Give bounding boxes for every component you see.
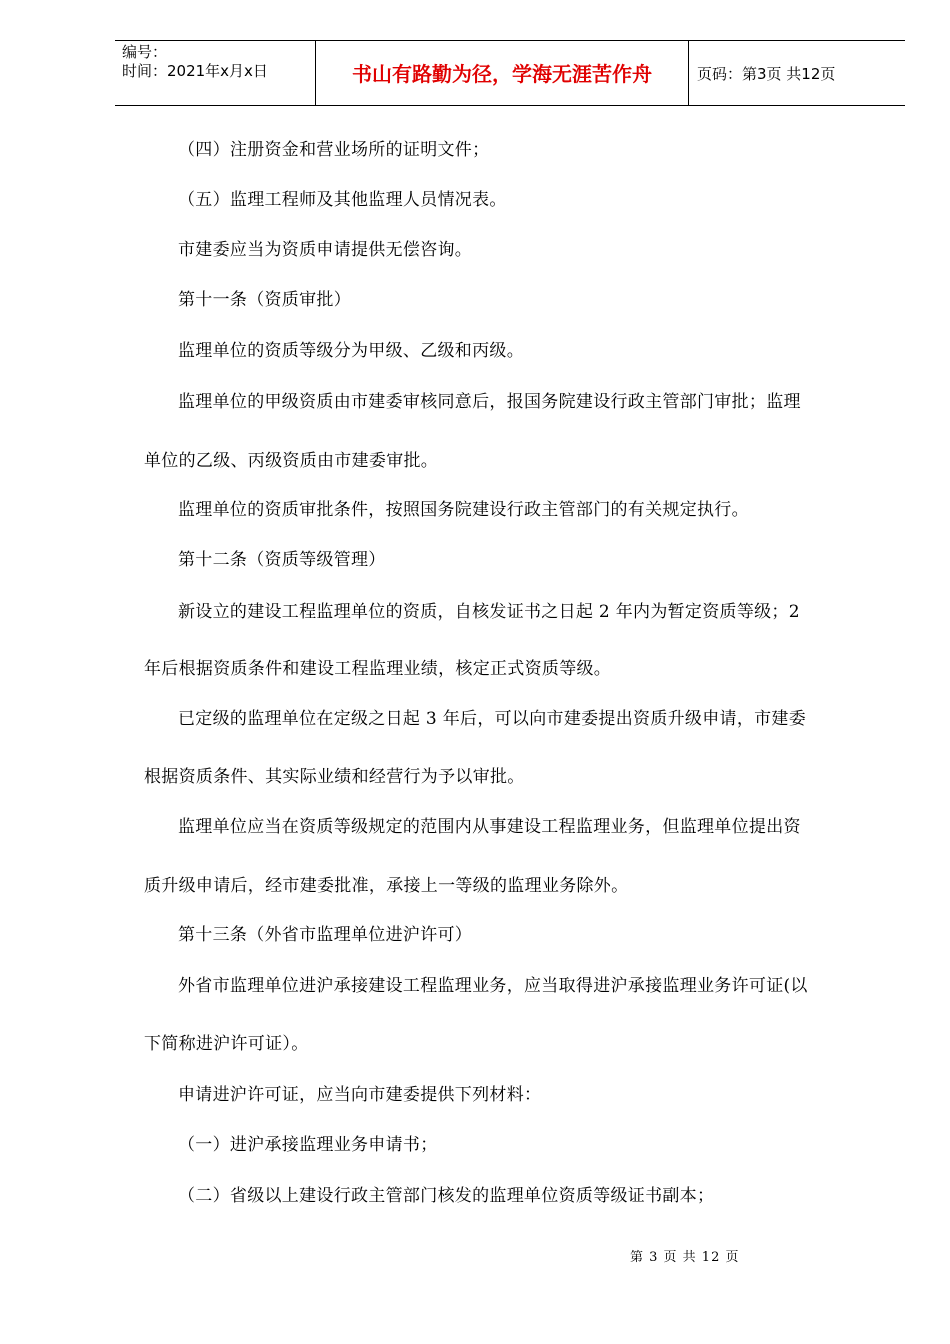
- body-line: （五）监理工程师及其他监理人员情况表。: [178, 190, 507, 210]
- body-line: 市建委应当为资质申请提供无偿咨询。: [178, 240, 473, 260]
- body-line: 新设立的建设工程监理单位的资质，自核发证书之日起 2 年内为暂定资质等级；2: [178, 602, 800, 622]
- code-label: 编号：: [122, 43, 168, 61]
- body-line: 质升级申请后，经市建委批准，承接上一等级的监理业务除外。: [144, 876, 629, 896]
- body-line: 外省市监理单位进沪承接建设工程监理业务，应当取得进沪承接监理业务许可证(以: [178, 976, 808, 996]
- page-footer: 第 3 页 共 12 页: [630, 1250, 740, 1265]
- body-line: （四）注册资金和营业场所的证明文件；: [178, 140, 490, 160]
- body-line: （一）进沪承接监理业务申请书；: [178, 1135, 438, 1155]
- time-label: 时间：2021年x月x日: [122, 62, 268, 80]
- page-header: [115, 40, 905, 106]
- body-line: 单位的乙级、丙级资质由市建委审批。: [144, 451, 439, 471]
- header-motto: 书山有路勤为径，学海无涯苦作舟: [316, 41, 689, 105]
- header-info-cell: [115, 41, 316, 105]
- section-heading: 第十二条（资质等级管理）: [178, 550, 386, 570]
- body-line: 监理单位的甲级资质由市建委审核同意后，报国务院建设行政主管部门审批；监理: [178, 392, 801, 412]
- section-heading: 第十三条（外省市监理单位进沪许可）: [178, 925, 473, 945]
- body-line: （二）省级以上建设行政主管部门核发的监理单位资质等级证书副本；: [178, 1186, 715, 1206]
- body-line: 监理单位的资质等级分为甲级、乙级和丙级。: [178, 341, 524, 361]
- body-line: 监理单位的资质审批条件，按照国务院建设行政主管部门的有关规定执行。: [178, 500, 749, 520]
- body-line: 申请进沪许可证，应当向市建委提供下列材料：: [178, 1085, 542, 1105]
- body-line: 下简称进沪许可证）。: [144, 1034, 309, 1054]
- body-line: 已定级的监理单位在定级之日起 3 年后，可以向市建委提出资质升级申请，市建委: [178, 709, 807, 729]
- header-page-number: 页码：第3页 共12页: [697, 65, 836, 83]
- section-heading: 第十一条（资质审批）: [178, 290, 351, 310]
- body-line: 年后根据资质条件和建设工程监理业绩，核定正式资质等级。: [144, 659, 612, 679]
- body-line: 监理单位应当在资质等级规定的范围内从事建设工程监理业务，但监理单位提出资: [178, 817, 801, 837]
- body-line: 根据资质条件、其实际业绩和经营行为予以审批。: [144, 767, 525, 787]
